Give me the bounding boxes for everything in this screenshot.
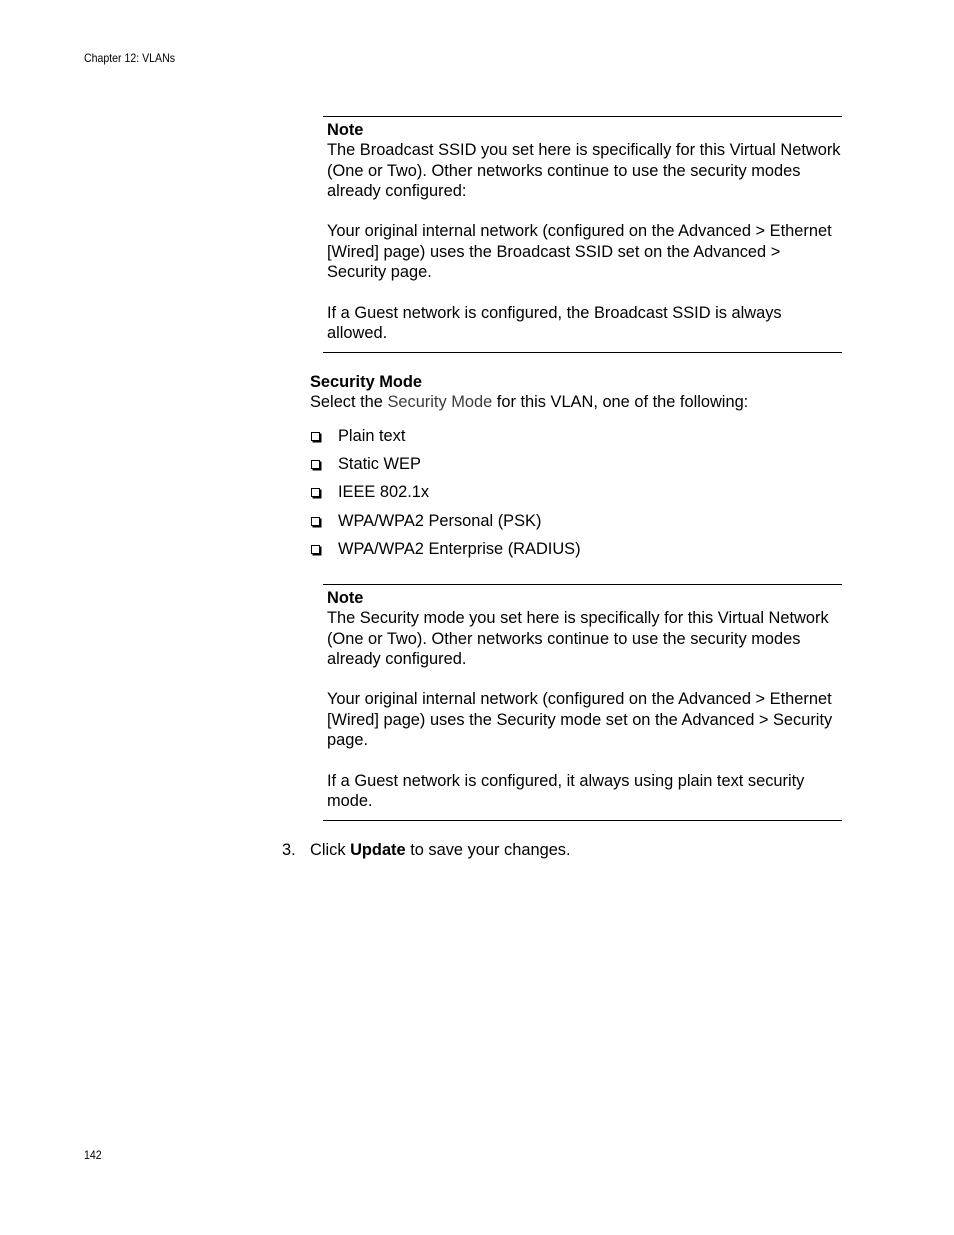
square-bullet-icon [311,460,320,469]
step-text-after: to save your changes. [405,841,571,859]
section-title: Security Mode [310,373,423,391]
update-action-label: Update [350,841,406,859]
list-item [310,454,581,482]
list-item [310,511,581,539]
list-item [310,539,581,567]
note-paragraph: The Broadcast SSID you set here is specifically for this Virtual Network (One or Two). Other networks continue to use the security modes already configured: [327,141,841,200]
square-bullet-icon [311,432,320,441]
note-box [323,584,842,821]
step-instruction [282,840,571,860]
step-number: 3. [282,841,296,859]
square-bullet-icon [311,517,320,526]
list-item [310,482,581,510]
note-paragraph: The Security mode you set here is specifically for this Virtual Network (One or Two). Other networks continue to use the security modes already configured. [327,609,829,668]
security-mode-section [310,372,850,413]
note-paragraph: Your original internal network (configured on the Advanced > Ethernet [Wired] page) uses the Security mode set on the Advanced > Security page. [327,690,833,750]
step-text-before: Click [310,841,351,859]
square-bullet-icon [311,545,320,554]
note-box [323,116,842,353]
running-header: Chapter 12: VLANs [84,51,175,65]
list-item-label: Static WEP [338,455,421,474]
note-paragraph: Your original internal network (configured on the Advanced > Ethernet [Wired] page) uses the Broadcast SSID set on the Advanced > Security page. [327,222,832,282]
list-item-label: WPA/WPA2 Enterprise (RADIUS) [338,539,581,558]
intro-text-after: for this VLAN, one of the following: [492,393,749,412]
note-paragraph: If a Guest network is configured, it always using plain text security mode. [327,771,805,810]
intro-term: Security Mode [387,393,493,412]
list-item-label: WPA/WPA2 Personal (PSK) [338,511,542,530]
security-mode-option-list [310,426,581,567]
page-number: 142 [84,1148,102,1162]
square-bullet-icon [311,488,320,497]
intro-text-before: Select the [310,393,388,412]
section-intro [310,393,748,411]
list-item-label: Plain text [338,427,406,445]
note-label: Note [327,121,364,139]
note-paragraph: If a Guest network is configured, the Broadcast SSID is always allowed. [327,303,782,342]
list-item [310,426,581,454]
note-label: Note [327,589,364,607]
list-item-label: IEEE 802.1x [338,483,430,502]
